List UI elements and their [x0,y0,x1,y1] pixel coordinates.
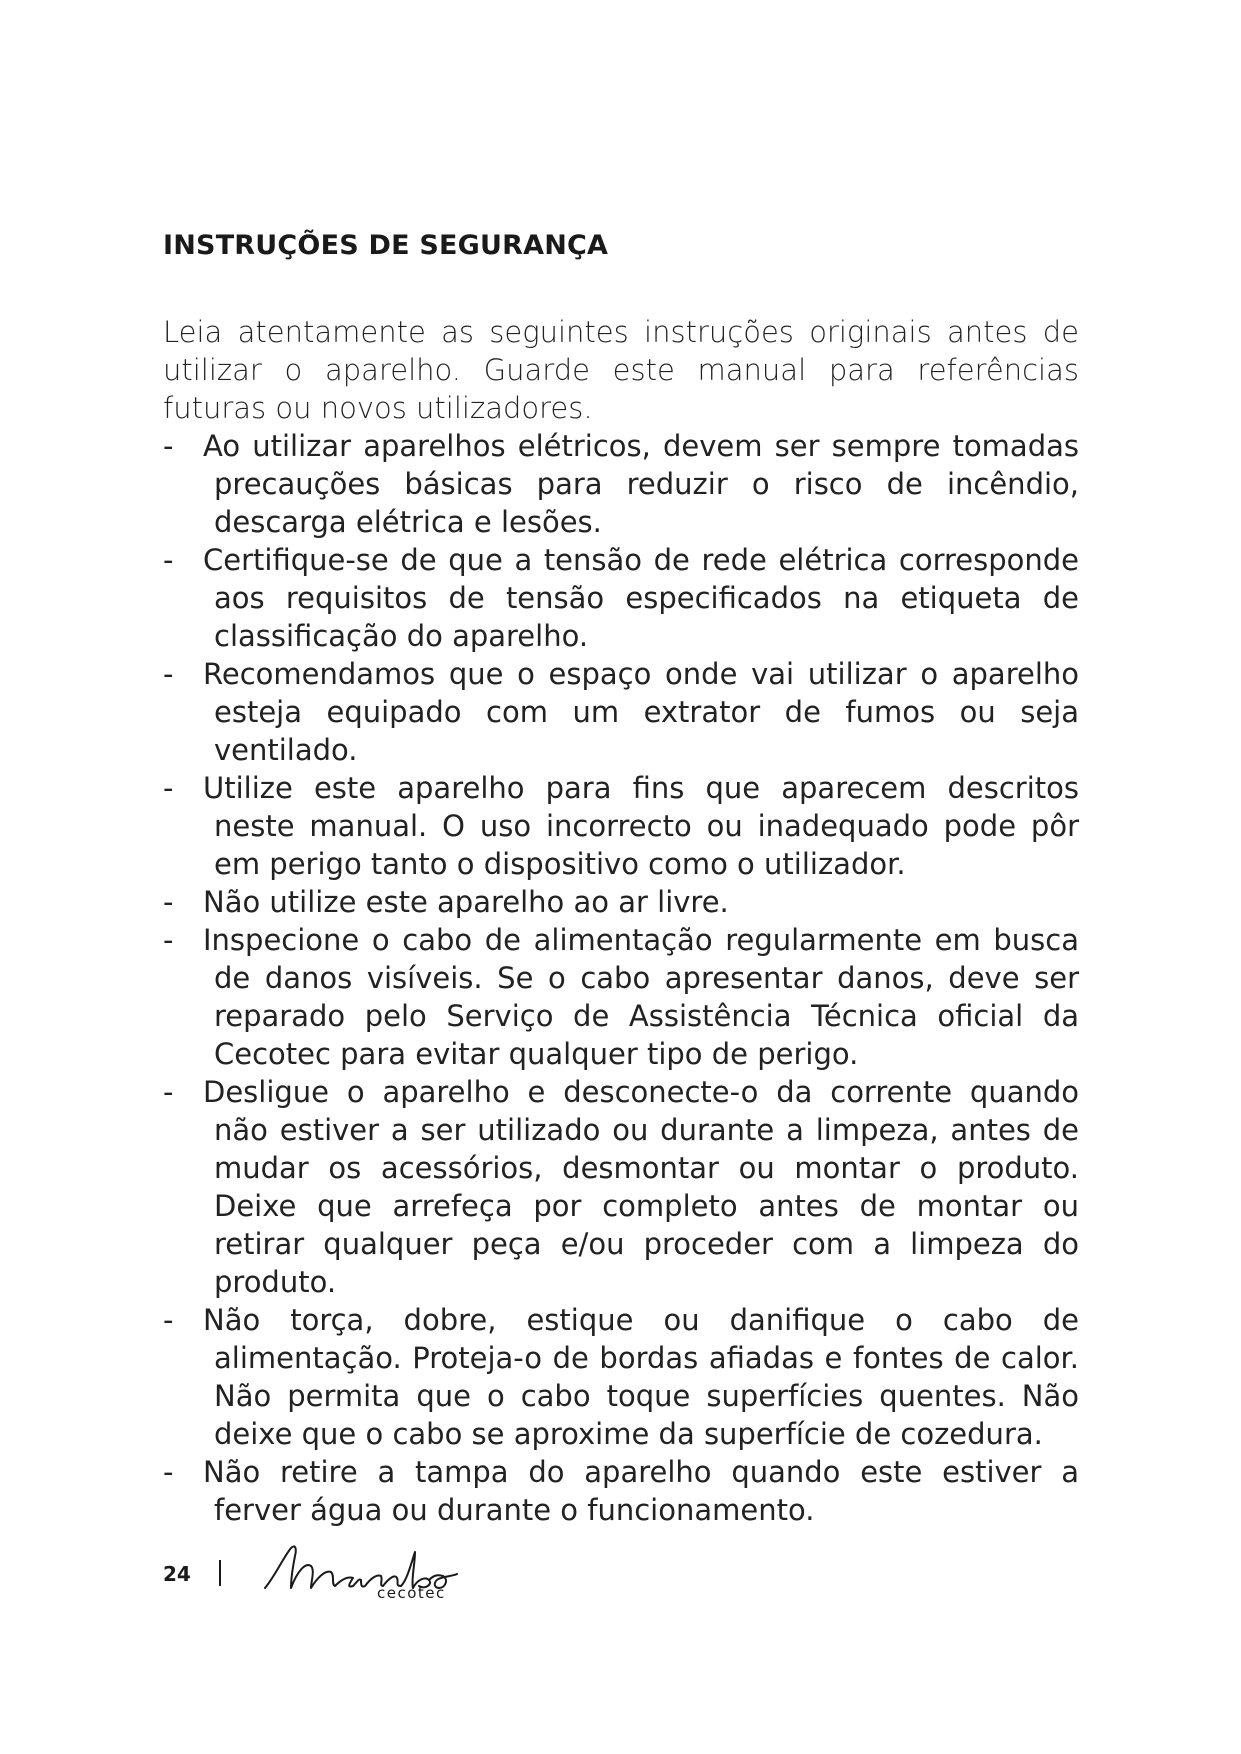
list-item-text: Não torça, dobre, estique ou danifique o cabo de alimentação. Proteja-o de bordas afiadas e fontes de calor. Não permita que o cabo toque superfícies quentes. Não deixe que o cabo se aproxime da superfície de cozedura. [203,1303,1079,1451]
bullet-dash: - [163,923,174,957]
bullet-dash: - [163,657,174,691]
bullet-dash: - [163,543,174,577]
list-item-text: Desligue o aparelho e desconecte-o da corrente quando não estiver a ser utilizado ou durante a limpeza, antes de mudar os acessórios, desmontar ou montar o produto. Deixe que arrefeça por completo antes de montar ou retirar qualquer peça e/ou proceder com a limpeza do produto. [203,1075,1079,1299]
list-item [163,427,1079,541]
bullet-dash: - [163,1075,174,1109]
list-item [163,1073,1079,1301]
intro-paragraph: Leia atentamente as seguintes instruções originais antes de utilizar o aparelho. Guarde este manual para referências futuras ou novos utilizadores. [163,315,1079,425]
list-item [163,541,1079,655]
list-item-text: Não retire a tampa do aparelho quando este estiver a ferver água ou durante o funcionamento. [203,1455,1079,1527]
bullet-dash: - [163,1455,174,1489]
safety-section [163,226,1079,1529]
list-item [163,883,1079,921]
list-item [163,921,1079,1073]
bullet-dash: - [163,1303,174,1337]
page-number: 24 [163,1562,191,1586]
logo-subtext: cecotec [377,1584,446,1602]
list-item-text: Utilize este aparelho para fins que aparecem descritos neste manual. O uso incorrecto ou inadequado pode pôr em perigo tanto o dispositivo como o utilizador. [203,771,1079,881]
safety-instructions-list [163,427,1079,1529]
bullet-dash: - [163,885,174,919]
list-item [163,1301,1079,1453]
bullet-dash: - [163,429,174,463]
list-item [163,769,1079,883]
page-footer [163,1540,563,1610]
list-item [163,1453,1079,1529]
section-title: INSTRUÇÕES DE SEGURANÇA [163,230,609,261]
list-item-text: Certifique-se de que a tensão de rede elétrica corresponde aos requisitos de tensão especificados na etiqueta de classificação do aparelho. [203,543,1079,653]
list-item-text: Recomendamos que o espaço onde vai utilizar o aparelho esteja equipado com um extrator de fumos ou seja ventilado. [203,657,1079,767]
bullet-dash: - [163,771,174,805]
list-item-text: Inspecione o cabo de alimentação regularmente em busca de danos visíveis. Se o cabo apresentar danos, deve ser reparado pelo Serviço de Assistência Técnica oficial da Cecotec para evitar qualquer tipo de perigo. [203,923,1079,1071]
list-item-text: Ao utilizar aparelhos elétricos, devem ser sempre tomadas precauções básicas para reduzir o risco de incêndio, descarga elétrica e lesões. [203,429,1079,539]
mambo-logo [261,1540,471,1614]
list-item [163,655,1079,769]
list-item-text: Não utilize este aparelho ao ar livre. [203,885,729,919]
footer-separator [219,1560,221,1586]
